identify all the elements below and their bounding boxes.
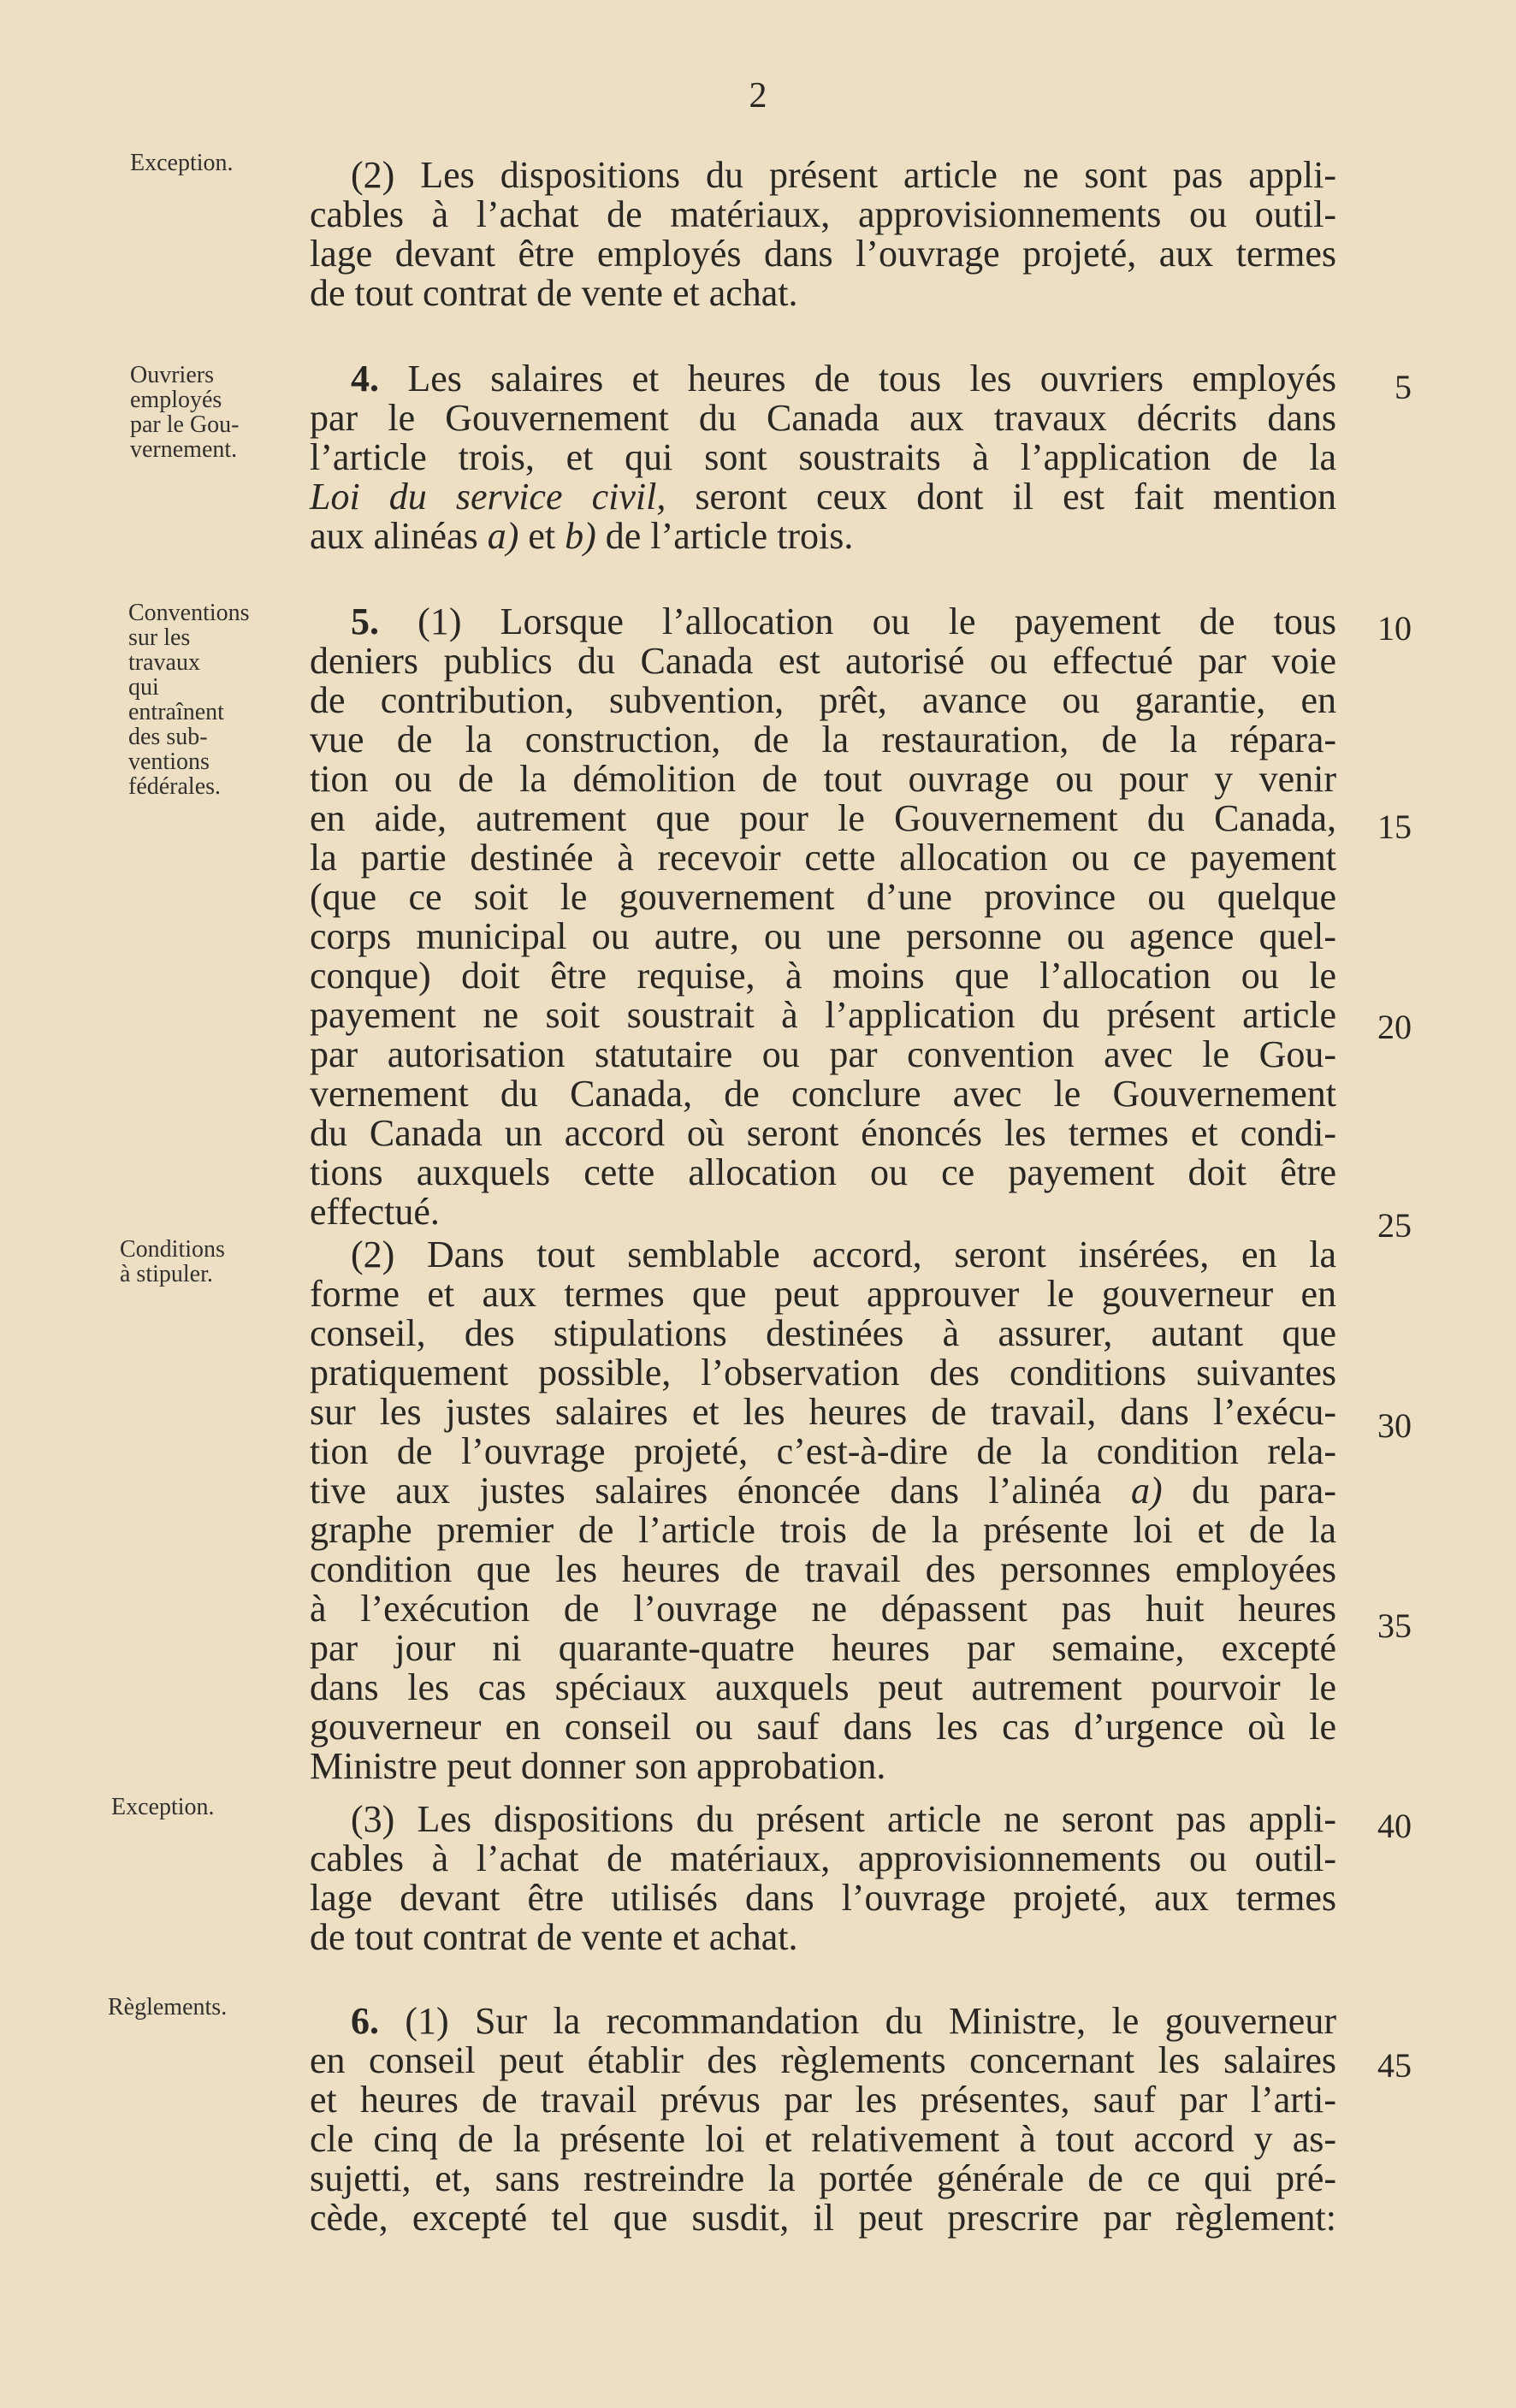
text-line: tions auxquels cette allocation ou ce payement doit être <box>310 1151 1336 1193</box>
margin-note-line: Conventions <box>128 600 250 626</box>
text-line: dans les cas spéciaux auxquels peut autrement pourvoir le <box>310 1666 1336 1708</box>
section-4-first-line <box>351 359 1336 399</box>
text-line: et heures de travail prévus par les présentes, sauf par l’arti- <box>310 2079 1336 2121</box>
margin-note-line: des sub- <box>128 724 208 750</box>
text-span: seront ceux dont il est fait mention <box>666 476 1337 518</box>
margin-note-line: par le Gou- <box>130 411 240 438</box>
section-number: 5. <box>351 601 379 642</box>
section-5-first-line <box>351 602 1336 642</box>
margin-note-line: fédérales. <box>128 773 222 800</box>
text-span: Les salaires et heures de tous les ouvriers employés <box>379 358 1336 399</box>
text-span: (1) Sur la recommandation du Ministre, le gouverneur <box>379 2000 1336 2042</box>
text-line: en aide, autrement que pour le Gouvernement du Canada, <box>310 797 1336 839</box>
text-line: vue de la construction, de la restauration, de la répara- <box>310 719 1336 760</box>
margin-note-line: vernement. <box>130 436 238 463</box>
text-line: l’article trois, et qui sont soustraits à l’application de la <box>310 436 1336 478</box>
text-line: cède, excepté tel que susdit, il peut prescrire par règlement: <box>310 2197 1336 2239</box>
text-line: condition que les heures de travail des personnes employées <box>310 1548 1336 1590</box>
margin-note-line: Conditions <box>120 1236 225 1263</box>
text-line: sur les justes salaires et les heures de travail, dans l’exécu- <box>310 1391 1336 1433</box>
text-line: Ministre peut donner son approbation. <box>310 1745 886 1787</box>
text-line: cables à l’achat de matériaux, approvisionnements ou outil- <box>310 193 1336 235</box>
line-number: 15 <box>1377 808 1412 846</box>
margin-note-line: entraînent <box>128 699 224 725</box>
text-span: du para- <box>1162 1470 1336 1512</box>
line-number: 10 <box>1377 609 1412 648</box>
text-line: à l’exécution de l’ouvrage ne dépassent pas huit heures <box>310 1588 1336 1630</box>
text-line: de tout contrat de vente et achat. <box>310 272 798 314</box>
text-line: (3) Les dispositions du présent article ne seront pas appli- <box>351 1798 1336 1840</box>
section-6-first-line <box>351 2002 1336 2041</box>
margin-note-line: employés <box>130 387 222 413</box>
line-number: 25 <box>1377 1206 1412 1245</box>
text-line: par jour ni quarante-quatre heures par semaine, excepté <box>310 1627 1336 1669</box>
text-line: de tout contrat de vente et achat. <box>310 1916 798 1958</box>
alinea-ref: a) <box>1130 1470 1163 1512</box>
text-span: de l’article trois. <box>595 515 854 557</box>
line-number: 35 <box>1377 1606 1412 1645</box>
text-span: tive aux justes salaires énoncée dans l’alinéa <box>310 1470 1131 1512</box>
text-line <box>310 517 1336 556</box>
page-number: 2 <box>749 76 767 115</box>
line-number: 20 <box>1377 1008 1412 1046</box>
alinea-ref: b) <box>565 515 596 557</box>
text-line: (2) Les dispositions du présent article ne sont pas appli- <box>351 154 1336 196</box>
text-line: corps municipal ou autre, ou une personne ou agence quel- <box>310 915 1336 957</box>
text-line: payement ne soit soustrait à l’application du présent article <box>310 994 1336 1036</box>
margin-note-exception-2: Exception. <box>111 1794 215 1820</box>
text-line: lage devant être employés dans l’ouvrage projeté, aux termes <box>310 233 1336 275</box>
text-line: pratiquement possible, l’observation des conditions suivantes <box>310 1352 1336 1393</box>
margin-note-exception: Exception. <box>130 150 234 176</box>
margin-note-reglements: Règlements. <box>108 1994 228 2020</box>
margin-note-conventions <box>128 601 250 799</box>
text-line: conque) doit être requise, à moins que l’allocation ou le <box>310 955 1336 997</box>
text-line: forme et aux termes que peut approuver le gouverneur en <box>310 1273 1336 1315</box>
margin-note-line: à stipuler. <box>120 1261 213 1287</box>
margin-note-line: sur les <box>128 624 191 651</box>
text-line: graphe premier de l’article trois de la présente loi et de la <box>310 1509 1336 1551</box>
text-line: effectué. <box>310 1191 440 1233</box>
margin-note-line: ventions <box>128 748 210 775</box>
margin-note-line: travaux <box>128 649 200 676</box>
alinea-ref: a) <box>487 515 519 557</box>
text-line: conseil, des stipulations destinées à assurer, autant que <box>310 1312 1336 1354</box>
text-line: vernement du Canada, de conclure avec le Gouvernement <box>310 1073 1336 1115</box>
section-number: 4. <box>351 358 379 399</box>
margin-note-ouvriers <box>130 363 240 462</box>
text-line: de contribution, subvention, prêt, avance ou garantie, en <box>310 679 1336 721</box>
text-line: (2) Dans tout semblable accord, seront insérées, en la <box>351 1234 1336 1275</box>
text-line: en conseil peut établir des règlements concernant les salaires <box>310 2039 1336 2081</box>
text-span: (1) Lorsque l’allocation ou le payement de tous <box>379 601 1336 642</box>
text-span: et <box>518 515 566 557</box>
text-line: cle cinq de la présente loi et relativement à tout accord y as- <box>310 2118 1336 2160</box>
text-span: aux alinéas <box>310 515 488 557</box>
text-line: tion de l’ouvrage projeté, c’est-à-dire de la condition rela- <box>310 1430 1336 1472</box>
text-line: deniers publics du Canada est autorisé ou effectué par voie <box>310 640 1336 682</box>
section-number: 6. <box>351 2000 379 2042</box>
text-line: par le Gouvernement du Canada aux travaux décrits dans <box>310 397 1336 439</box>
margin-note-line: Ouvriers <box>130 362 214 388</box>
text-line: sujetti, et, sans restreindre la portée générale de ce qui pré- <box>310 2157 1336 2199</box>
margin-note-conditions <box>120 1237 225 1287</box>
text-line: gouverneur en conseil ou sauf dans les cas d’urgence où le <box>310 1706 1336 1748</box>
line-number: 5 <box>1395 368 1412 406</box>
margin-note-line: qui <box>128 674 159 701</box>
text-line: par autorisation statutaire ou par convention avec le Gou- <box>310 1033 1336 1075</box>
text-line: tion ou de la démolition de tout ouvrage ou pour y venir <box>310 758 1336 800</box>
text-line <box>310 1471 1336 1511</box>
line-number: 45 <box>1377 2046 1412 2085</box>
text-line: lage devant être utilisés dans l’ouvrage projeté, aux termes <box>310 1877 1336 1919</box>
text-line: du Canada un accord où seront énoncés les termes et condi- <box>310 1112 1336 1154</box>
text-line: (que ce soit le gouvernement d’une province ou quelque <box>310 876 1336 918</box>
line-number: 40 <box>1377 1807 1412 1845</box>
text-line: cables à l’achat de matériaux, approvisionnements ou outil- <box>310 1837 1336 1879</box>
text-line <box>310 477 1336 517</box>
statute-title: Loi du service civil, <box>310 476 666 518</box>
text-line: la partie destinée à recevoir cette allocation ou ce payement <box>310 837 1336 879</box>
line-number: 30 <box>1377 1406 1412 1445</box>
